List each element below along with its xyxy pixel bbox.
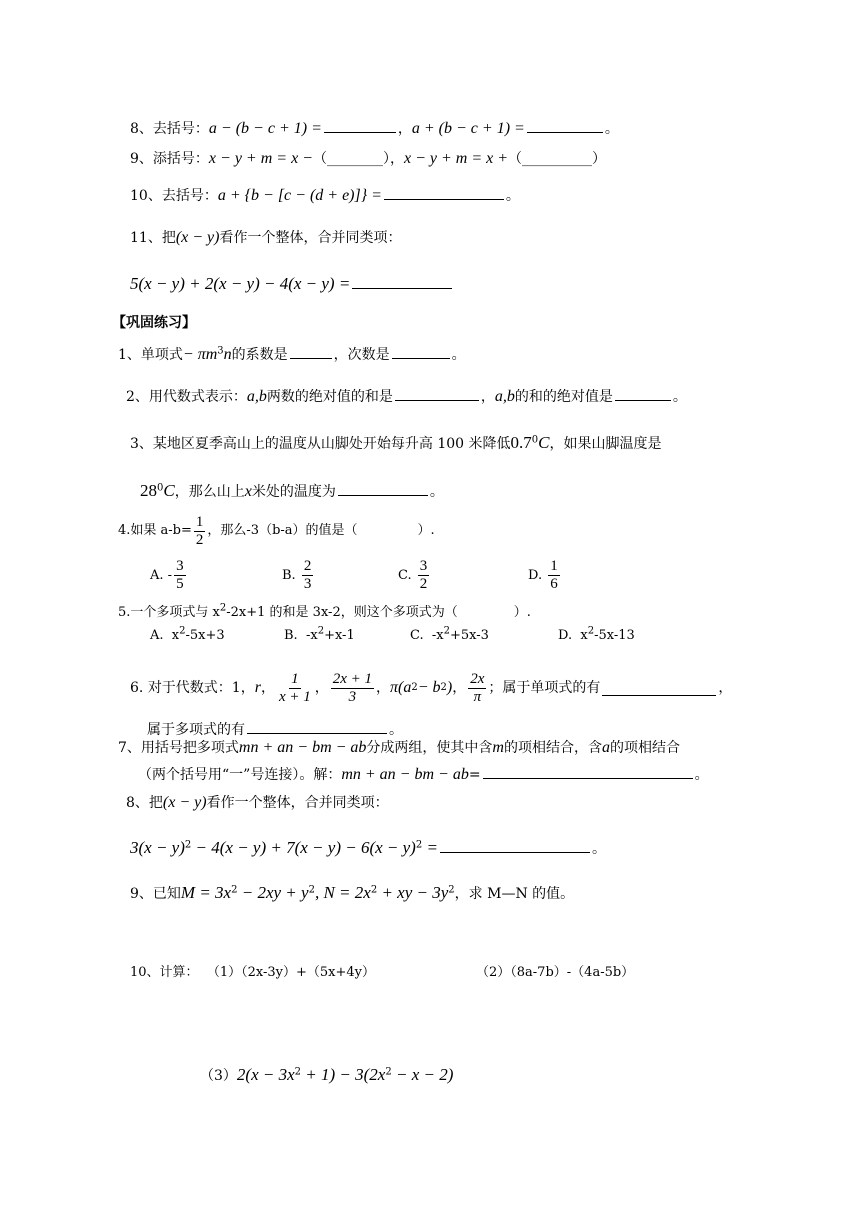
practice-3-line-2 xyxy=(140,481,444,501)
option-d[interactable] xyxy=(558,625,635,643)
separator: ， xyxy=(718,680,733,696)
numerator: 1 xyxy=(550,558,558,574)
option-c[interactable] xyxy=(410,627,558,645)
practice-7-line-2 xyxy=(138,764,709,784)
text: +x-1 xyxy=(324,628,355,643)
text: ）. xyxy=(417,523,435,538)
math-expression: x − y + m = x + xyxy=(403,150,509,167)
period: 。 xyxy=(451,347,466,363)
question-number: 7、 xyxy=(118,740,141,756)
exponent: 2 xyxy=(587,625,595,637)
option-label: A. xyxy=(150,628,164,643)
text: ，那么山上 xyxy=(174,484,245,500)
text: （两个括号用“一”号连接）。解： xyxy=(138,767,342,783)
text: 两数的绝对值的和是 xyxy=(266,389,393,405)
text: x xyxy=(171,628,180,643)
fraction xyxy=(468,671,486,706)
numerator: 2x + 1 xyxy=(332,670,373,687)
math-expression: mn + an − bm − ab xyxy=(341,766,469,783)
fraction xyxy=(194,514,206,549)
practice-4-options xyxy=(150,558,562,593)
text: ，次数是 xyxy=(333,347,390,363)
math-variable: a,b xyxy=(494,388,515,405)
answer-blank xyxy=(527,118,603,133)
math-expression: π(a xyxy=(390,679,412,696)
math-expression: + xy − 3y xyxy=(377,883,449,902)
math-expression: ) xyxy=(446,679,453,696)
math-expression: n xyxy=(223,346,232,363)
text: ）. xyxy=(513,605,531,620)
text: = xyxy=(468,767,481,783)
math-expression: mn + an − bm − ab xyxy=(238,739,367,756)
sub-question-label: （3） xyxy=(200,1068,237,1084)
period: 。 xyxy=(591,841,606,857)
answer-blank xyxy=(338,481,428,496)
question-label: 去括号： xyxy=(152,121,209,137)
period: 。 xyxy=(604,121,619,137)
math-expression: a + (b − c + 1) = xyxy=(411,120,525,137)
text: ，那么-3（b-a）的值是（ xyxy=(207,523,358,538)
math-number: 0.7 xyxy=(510,433,532,452)
exponent: 0 xyxy=(157,482,164,494)
math-variable: a xyxy=(601,739,610,756)
exponent: 2 xyxy=(448,884,455,896)
answer-blank xyxy=(290,344,332,359)
answer-blank xyxy=(392,344,450,359)
text: 用代数式表示： xyxy=(148,389,247,405)
practice-8-expression xyxy=(130,838,606,858)
option-c[interactable] xyxy=(398,558,528,593)
period: 。 xyxy=(672,389,687,405)
text: 看作一个整体，合并同类项： xyxy=(206,795,389,811)
question-number: 6. xyxy=(130,680,144,696)
option-b[interactable] xyxy=(282,558,398,593)
text: 某地区夏季高山上的温度从山脚处开始每升高 100 米降低 xyxy=(152,436,511,452)
answer-blank xyxy=(483,764,693,779)
text: -x xyxy=(431,628,444,643)
text: 米处的温度为 xyxy=(251,484,336,500)
answer-blank xyxy=(615,386,671,401)
period: 。 xyxy=(505,188,520,204)
math-expression: a + {b − [c − (d + e)]} = xyxy=(217,187,382,204)
answer-blank: （__________） xyxy=(508,151,607,167)
answer-blank xyxy=(352,274,452,289)
text: 的和的绝对值是 xyxy=(514,389,613,405)
answer-blank xyxy=(247,719,387,734)
math-expression: 3(x − y) xyxy=(130,838,185,857)
text: -5x-13 xyxy=(594,628,635,643)
option-b[interactable] xyxy=(284,627,410,645)
question-number: 4. xyxy=(118,523,131,538)
math-variable: x xyxy=(244,483,252,500)
exponent: 3 xyxy=(217,345,224,357)
question-10 xyxy=(130,185,520,205)
text: -2x+1 的和是 3x-2，则这个多项式为（ xyxy=(226,605,458,620)
option-label: C. xyxy=(398,567,412,583)
period: 。 xyxy=(429,484,444,500)
text: 单项式 xyxy=(140,347,183,363)
practice-5-options xyxy=(150,627,635,645)
separator: ， xyxy=(260,680,275,696)
numerator: 2 xyxy=(303,558,312,574)
separator: ， xyxy=(389,151,404,167)
math-expression: x − y + m = x − xyxy=(208,150,313,167)
period: 。 xyxy=(694,767,709,783)
math-expression: − b xyxy=(417,679,441,696)
separator: ， xyxy=(376,680,391,696)
math-expression: M = 3x xyxy=(180,883,232,902)
denominator: π xyxy=(473,688,482,705)
practice-10-sub-2 xyxy=(476,964,634,982)
fraction xyxy=(302,558,314,593)
numerator: 2x xyxy=(470,670,485,687)
numerator: 1 xyxy=(291,670,299,687)
period: 。 xyxy=(389,722,403,738)
fraction xyxy=(548,558,560,593)
math-unit: C xyxy=(538,433,550,452)
option-label: C. xyxy=(410,628,424,643)
exponent: 2 xyxy=(415,839,423,851)
question-8 xyxy=(130,118,619,138)
separator: ， xyxy=(397,121,412,137)
question-label: 去括号： xyxy=(161,188,218,204)
question-number: 1、 xyxy=(118,347,141,363)
option-a[interactable] xyxy=(150,627,284,645)
fraction xyxy=(418,558,430,593)
question-11 xyxy=(130,229,401,247)
text: -5x+3 xyxy=(185,628,225,643)
practice-6-line-1: 6. 对于代数式：1， r ， $\frac{1}{x + 1}$ ， $\frac{2x + 1}{3}$ ， π(a 2 − b 2 ) ， $\frac{2x}{\pi}$ ；属于单项式的有 ， xyxy=(130,668,732,708)
exponent: 2 xyxy=(443,625,450,637)
text: 的项相结合 xyxy=(609,740,680,756)
math-variable: m xyxy=(492,739,504,756)
text: 一个多项式与 x xyxy=(130,605,220,620)
math-unit: C xyxy=(163,481,175,500)
option-label: B. xyxy=(284,628,298,643)
practice-10 xyxy=(130,964,375,982)
exponent: 2 xyxy=(370,884,378,896)
option-label: D. xyxy=(558,628,573,643)
math-expression: − 4(x − y) + 7(x − y) − 6(x − y) xyxy=(191,838,416,857)
text: 计算： xyxy=(159,965,199,980)
practice-10-sub-3 xyxy=(200,1066,453,1085)
practice-4 xyxy=(118,512,435,550)
exponent: 2 xyxy=(308,884,315,896)
numerator: 3 xyxy=(419,558,428,574)
question-number: 9、 xyxy=(130,886,153,902)
answer-blank xyxy=(324,118,396,133)
denominator: 3 xyxy=(348,688,357,705)
denominator: 5 xyxy=(176,576,184,592)
option-a[interactable] xyxy=(150,558,282,593)
exponent: 2 xyxy=(317,625,325,637)
text: -x xyxy=(305,628,318,643)
math-expression: − πm xyxy=(182,346,218,363)
question-number: 10、 xyxy=(130,188,162,204)
math-variable: a,b xyxy=(246,388,267,405)
math-expression: + 1) − 3(2x xyxy=(301,1065,386,1084)
separator: ， xyxy=(314,680,329,696)
numerator: 3 xyxy=(176,558,184,574)
question-label: 添括号： xyxy=(152,151,209,167)
text: 如果 a-b= xyxy=(130,523,192,538)
math-number: 28 xyxy=(140,481,157,500)
math-expression: 5(x − y) + 2(x − y) − 4(x − y) = xyxy=(130,274,351,293)
exponent: 0 xyxy=(531,434,539,446)
text: 分成两组，使其中含 xyxy=(366,740,493,756)
question-number: 11、 xyxy=(130,230,162,246)
text: 把 xyxy=(161,230,176,246)
math-expression: (x − y) xyxy=(162,794,207,811)
math-expression: 2(x − 3x xyxy=(236,1065,295,1084)
practice-8 xyxy=(126,794,389,812)
question-number: 3、 xyxy=(130,436,153,452)
question-number: 8、 xyxy=(130,121,153,137)
practice-2 xyxy=(126,386,687,406)
question-11-expression xyxy=(130,274,454,293)
text: ，如果山脚温度是 xyxy=(549,436,662,452)
practice-7-line-1 xyxy=(118,739,680,757)
text: 已知 xyxy=(152,886,181,902)
math-expression: a − (b − c + 1) = xyxy=(208,120,322,137)
denominator: 3 xyxy=(303,576,312,592)
exponent: 2 xyxy=(231,884,238,896)
question-number: 8、 xyxy=(126,795,149,811)
denominator: 2 xyxy=(419,576,428,592)
fraction xyxy=(277,671,313,706)
math-expression: (x − y) xyxy=(175,229,220,246)
question-9 xyxy=(130,150,606,168)
fraction xyxy=(174,558,186,593)
denominator: 2 xyxy=(195,531,204,548)
text: 的系数是 xyxy=(231,347,288,363)
text: x xyxy=(580,628,588,643)
text: ；属于单项式的有 xyxy=(488,680,601,696)
math-expression: = xyxy=(422,838,438,857)
option-label: B. xyxy=(282,567,296,583)
denominator: x + 1 xyxy=(278,688,311,705)
practice-5 xyxy=(118,604,531,622)
denominator: 6 xyxy=(550,576,558,592)
exponent: 2 xyxy=(184,839,192,851)
text: 属于多项式的有 xyxy=(147,722,245,738)
text: ，求 M—N 的值。 xyxy=(454,886,575,902)
sub-question-1: （1）（2x-3y）+（5x+4y） xyxy=(206,965,375,980)
answer-blank xyxy=(384,185,504,200)
exponent: 2 xyxy=(385,1066,392,1078)
exponent: 2 xyxy=(179,625,186,637)
practice-3-line-1 xyxy=(130,434,662,453)
option-d[interactable] xyxy=(528,558,562,593)
practice-1 xyxy=(118,344,466,364)
option-label: A. xyxy=(150,567,164,583)
text: 的项相结合，含 xyxy=(503,740,602,756)
text: +5x-3 xyxy=(450,628,489,643)
math-variable: r xyxy=(254,679,261,696)
option-label: D. xyxy=(528,567,543,583)
answer-blank xyxy=(602,681,716,696)
fraction xyxy=(331,671,374,706)
question-number: 5. xyxy=(118,605,131,620)
math-expression: , N = 2x xyxy=(314,883,371,902)
numerator: 1 xyxy=(195,513,204,530)
exponent: 2 xyxy=(219,602,227,614)
separator: ， xyxy=(452,680,467,696)
text: 看作一个整体，合并同类项： xyxy=(219,230,402,246)
math-expression: − x − 2) xyxy=(391,1065,454,1084)
sub-question-2: （2）（8a-7b）-（4a-5b） xyxy=(476,965,635,980)
text: 用括号把多项式 xyxy=(140,740,239,756)
answer-blank xyxy=(440,838,590,853)
math-expression: − 2xy + y xyxy=(237,883,309,902)
practice-9 xyxy=(130,884,574,903)
answer-blank xyxy=(395,386,479,401)
text: 对于代数式：1， xyxy=(147,680,255,696)
text: 把 xyxy=(148,795,163,811)
answer-blank: （________） xyxy=(312,151,390,167)
separator: ， xyxy=(480,389,495,405)
question-number: 9、 xyxy=(130,151,153,167)
sign: - xyxy=(167,567,173,583)
exponent: 2 xyxy=(294,1066,302,1078)
question-number: 10、 xyxy=(130,965,160,980)
practice-6-line-2 xyxy=(147,719,403,739)
question-number: 2、 xyxy=(126,389,149,405)
section-heading: 【巩固练习】 xyxy=(112,315,196,331)
